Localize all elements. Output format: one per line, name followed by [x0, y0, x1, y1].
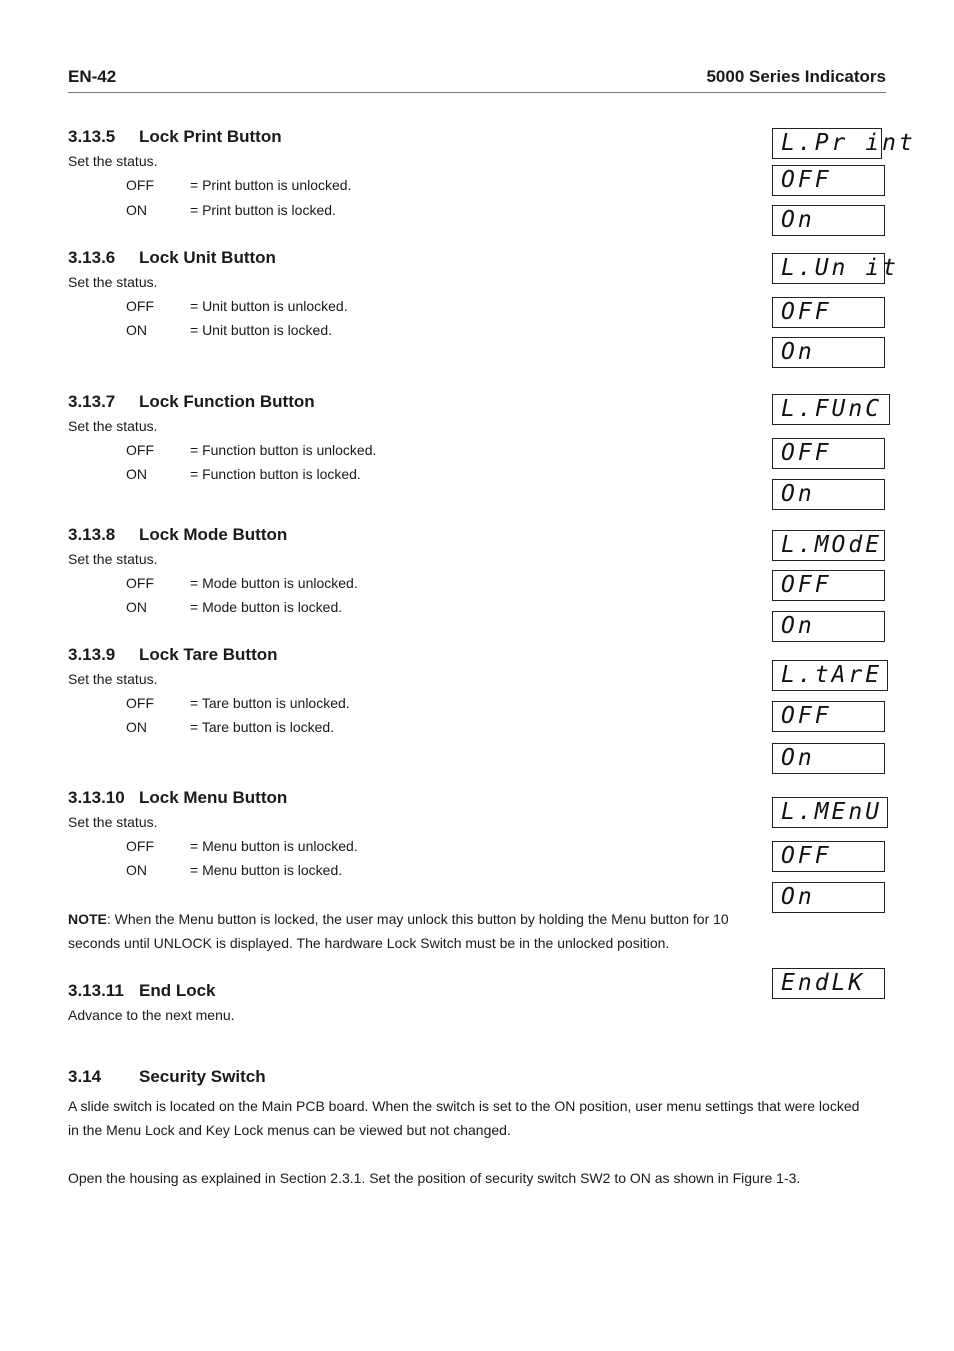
- document-title: 5000 Series Indicators: [706, 67, 886, 86]
- note-line: [68, 907, 768, 931]
- lcd-display-off: OFF: [772, 841, 885, 872]
- option-key: OFF: [126, 575, 154, 591]
- option-description: = Menu button is unlocked.: [190, 838, 358, 854]
- section-heading: [68, 392, 315, 412]
- option-key: OFF: [126, 838, 154, 854]
- option-description: = Unit button is unlocked.: [190, 298, 348, 314]
- lcd-display-lunit: L.Un it: [772, 253, 885, 284]
- section-number: 3.13.6: [68, 248, 116, 267]
- section-title: Lock Tare Button: [139, 645, 278, 664]
- section-intro: Set the status.: [68, 274, 158, 290]
- security-paragraph: [68, 1094, 888, 1142]
- header-divider: [68, 92, 886, 93]
- option-key: ON: [126, 202, 147, 218]
- lcd-display-lfunc: L.FUnC: [772, 394, 890, 425]
- section-title: Lock Menu Button: [139, 788, 288, 807]
- option-description: = Menu button is locked.: [190, 862, 343, 878]
- paragraph-line: A slide switch is located on the Main PCB board. When the switch is set to the ON position, user menu settings that were locked: [68, 1098, 860, 1114]
- option-key: OFF: [126, 695, 154, 711]
- option-description: = Tare button is locked.: [190, 719, 335, 735]
- note-paragraph: [68, 907, 768, 955]
- section-intro: Set the status.: [68, 814, 158, 830]
- option-description: = Mode button is locked.: [190, 599, 343, 615]
- section-number: 3.13.10: [68, 788, 125, 807]
- lcd-display-lmode: L.MOdE: [772, 530, 885, 561]
- section-intro: Set the status.: [68, 153, 158, 169]
- lcd-display-endlk: EndLK: [772, 968, 885, 999]
- lcd-display-ltare: L.tArE: [772, 660, 888, 691]
- lcd-display-off: OFF: [772, 438, 885, 469]
- section-number: 3.14: [68, 1067, 102, 1086]
- option-key: OFF: [126, 177, 154, 193]
- option-key: ON: [126, 322, 147, 338]
- lcd-display-off: OFF: [772, 165, 885, 196]
- note-label: NOTE: [68, 911, 107, 927]
- section-heading: [68, 981, 216, 1001]
- lcd-display-off: OFF: [772, 297, 885, 328]
- section-heading: [68, 525, 287, 545]
- note-line: seconds until UNLOCK is displayed. The hardware Lock Switch must be in the unlocked position.: [68, 935, 670, 951]
- section-intro: Set the status.: [68, 418, 158, 434]
- section-intro: Set the status.: [68, 551, 158, 567]
- section-number: 3.13.8: [68, 525, 116, 544]
- section-title: Lock Unit Button: [139, 248, 276, 267]
- note-text: : When the Menu button is locked, the user may unlock this button by holding the Menu button for 10: [106, 911, 729, 927]
- section-title: Lock Print Button: [139, 127, 282, 146]
- option-key: ON: [126, 719, 147, 735]
- option-description: = Unit button is locked.: [190, 322, 333, 338]
- section-heading: [68, 1067, 266, 1087]
- lcd-display-on: On: [772, 743, 885, 774]
- lcd-display-off: OFF: [772, 570, 885, 601]
- lcd-display-on: On: [772, 479, 885, 510]
- section-title: Lock Function Button: [139, 392, 315, 411]
- option-key: OFF: [126, 442, 154, 458]
- section-number: 3.13.5: [68, 127, 116, 146]
- lcd-display-on: On: [772, 205, 885, 236]
- section-heading: [68, 127, 282, 147]
- paragraph-line: in the Menu Lock and Key Lock menus can be viewed but not changed.: [68, 1122, 511, 1138]
- option-description: = Function button is locked.: [190, 466, 361, 482]
- option-key: OFF: [126, 298, 154, 314]
- section-number: 3.13.7: [68, 392, 116, 411]
- section-title: Security Switch: [139, 1067, 266, 1086]
- security-paragraph: [68, 1166, 888, 1190]
- page-number: EN-42: [68, 67, 117, 86]
- section-intro: Advance to the next menu.: [68, 1007, 235, 1023]
- lcd-display-on: On: [772, 337, 885, 368]
- lcd-display-lprint: L.Pr int: [772, 128, 882, 159]
- section-heading: [68, 788, 287, 808]
- lcd-display-on: On: [772, 882, 885, 913]
- section-number: 3.13.11: [68, 981, 124, 1000]
- option-description: = Function button is unlocked.: [190, 442, 377, 458]
- section-title: Lock Mode Button: [139, 525, 288, 544]
- paragraph-line: Open the housing as explained in Section 2.3.1. Set the position of security switch SW2 to ON as shown in Figure 1-3.: [68, 1170, 801, 1186]
- option-description: = Print button is locked.: [190, 202, 336, 218]
- section-heading: [68, 248, 276, 268]
- option-description: = Tare button is unlocked.: [190, 695, 350, 711]
- section-number: 3.13.9: [68, 645, 116, 664]
- section-heading: [68, 645, 278, 665]
- option-description: = Print button is unlocked.: [190, 177, 352, 193]
- option-description: = Mode button is unlocked.: [190, 575, 358, 591]
- lcd-display-off: OFF: [772, 701, 885, 732]
- lcd-display-lmenu: L.MEnU: [772, 797, 888, 828]
- option-key: ON: [126, 862, 147, 878]
- section-intro: Set the status.: [68, 671, 158, 687]
- lcd-display-on: On: [772, 611, 885, 642]
- option-key: ON: [126, 466, 147, 482]
- option-key: ON: [126, 599, 147, 615]
- section-title: End Lock: [139, 981, 216, 1000]
